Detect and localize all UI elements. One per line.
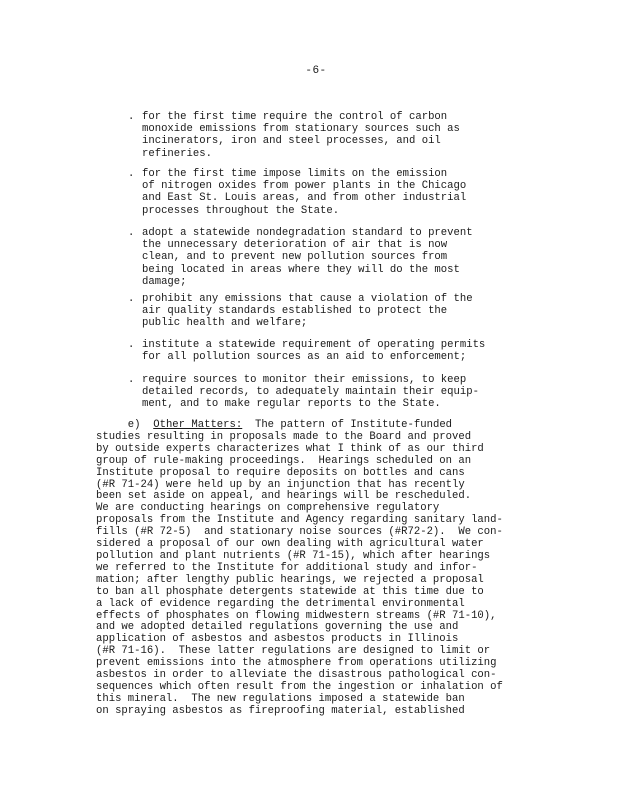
bullet-text (142, 293, 518, 330)
other-matters-paragraph (96, 420, 536, 718)
text-line: for the first time impose limits on the emission (142, 168, 448, 180)
bullet-item (128, 111, 518, 160)
text-line: (#R 71-16). These latter regulations are designed to limit or (96, 645, 491, 658)
text-line: to ban all phosphate detergents statewide at this time due to (96, 585, 484, 598)
text-line: require sources to monitor their emissions, to keep (142, 374, 467, 386)
text-line: pollution and plant nutrients (#R 71-15), which after hearings (96, 549, 491, 562)
text-line: this mineral. The new regulations imposed a statewide ban (96, 692, 465, 705)
text-line: fills (#R 72-5) and stationary noise sources (#R72-2). We con- (96, 526, 503, 539)
text-line: monoxide emissions from stationary sources such as (142, 123, 460, 136)
text-line: prohibit any emissions that cause a violation of the (142, 293, 473, 305)
text-line: group of rule-making proceedings. Hearings scheduled on an (96, 454, 472, 467)
text-line: institute a statewide requirement of operating permits (142, 339, 486, 351)
section-heading: Other Matters: (153, 419, 243, 431)
text-line: sequences which often result from the ingestion or inhalation of (96, 680, 503, 693)
text-line: on spraying asbestos as fireproofing material, established (96, 704, 465, 717)
text-line: proposals from the Institute and Agency regarding sanitary land- (96, 514, 503, 527)
paragraph-first-line-text: The pattern of Institute-funded (254, 419, 453, 431)
text-line: public health and welfare; (142, 317, 308, 330)
bullet-marker: . (128, 374, 135, 386)
text-line: effects of phosphates on flowing midwestern streams (#R 71-10), (96, 609, 497, 622)
bullet-text (142, 339, 518, 363)
bullet-marker: . (128, 111, 135, 123)
bullet-item (128, 293, 518, 330)
text-line: we referred to the Institute for additional study and infor- (96, 561, 478, 574)
text-line: of nitrogen oxides from power plants in the Chicago (142, 180, 467, 193)
bullet-text (142, 168, 518, 217)
text-line: ment, and to make regular reports to the State. (142, 398, 441, 411)
bullet-marker: . (128, 227, 135, 239)
bullet-item (128, 374, 518, 411)
bullet-text (142, 227, 518, 288)
text-line: and East St. Louis areas, and from other industrial (142, 192, 467, 205)
text-line: adopt a statewide nondegradation standard to prevent (142, 227, 473, 239)
bullet-marker: . (128, 293, 135, 305)
text-line: refineries. (142, 147, 212, 160)
text-line: We are conducting hearings on comprehensive regulatory (96, 502, 440, 515)
text-line: prevent emissions into the atmosphere from operations utilizing (96, 657, 497, 670)
bullet-marker: . (128, 168, 135, 180)
text-line: application of asbestos and asbestos products in Illinois (96, 633, 459, 646)
text-line: a lack of evidence regarding the detrimental environmental (96, 597, 465, 610)
bullet-marker: . (128, 339, 135, 351)
text-line: being located in areas where they will do the most (142, 263, 460, 276)
bullet-item (128, 227, 518, 288)
text-line: for all pollution sources as an aid to enforcement; (142, 351, 467, 364)
section-marker: e) (127, 419, 141, 431)
text-line: Institute proposal to require deposits on bottles and cans (96, 466, 465, 479)
text-line: detailed records, to adequately maintain their equip- (142, 386, 479, 399)
text-line: incinerators, iron and steel processes, and oil (142, 135, 441, 148)
text-line: been set aside on appeal, and hearings will be rescheduled. (96, 490, 472, 503)
bullet-text (142, 111, 518, 160)
text-line: by outside experts characterizes what I think of as our third (96, 442, 484, 455)
bullet-item (128, 339, 518, 363)
bullet-text (142, 374, 518, 411)
text-line: (#R 71-24) were held up by an injunction that has recently (96, 478, 465, 491)
bullet-item (128, 168, 518, 217)
text-line: the unnecessary deterioration of air that is now (142, 239, 448, 252)
text-line: sidered a proposal of our own dealing with agricultural water (96, 538, 484, 551)
text-line: and we adopted detailed regulations governing the use and (96, 621, 459, 634)
text-line: mation; after lengthy public hearings, we rejected a proposal (96, 573, 484, 586)
page-number: -6- (305, 65, 327, 77)
text-line: for the first time require the control of carbon (142, 111, 448, 123)
text-line: asbestos in order to alleviate the disastrous pathological con- (96, 669, 497, 682)
text-line: air quality standards established to protect the (142, 305, 448, 318)
text-line: studies resulting in proposals made to the Board and proved (96, 430, 472, 443)
text-line: clean, and to prevent new pollution sources from (142, 251, 448, 264)
text-line: damage; (142, 275, 187, 288)
paragraph-body (96, 432, 536, 718)
text-line: processes throughout the State. (142, 204, 340, 217)
